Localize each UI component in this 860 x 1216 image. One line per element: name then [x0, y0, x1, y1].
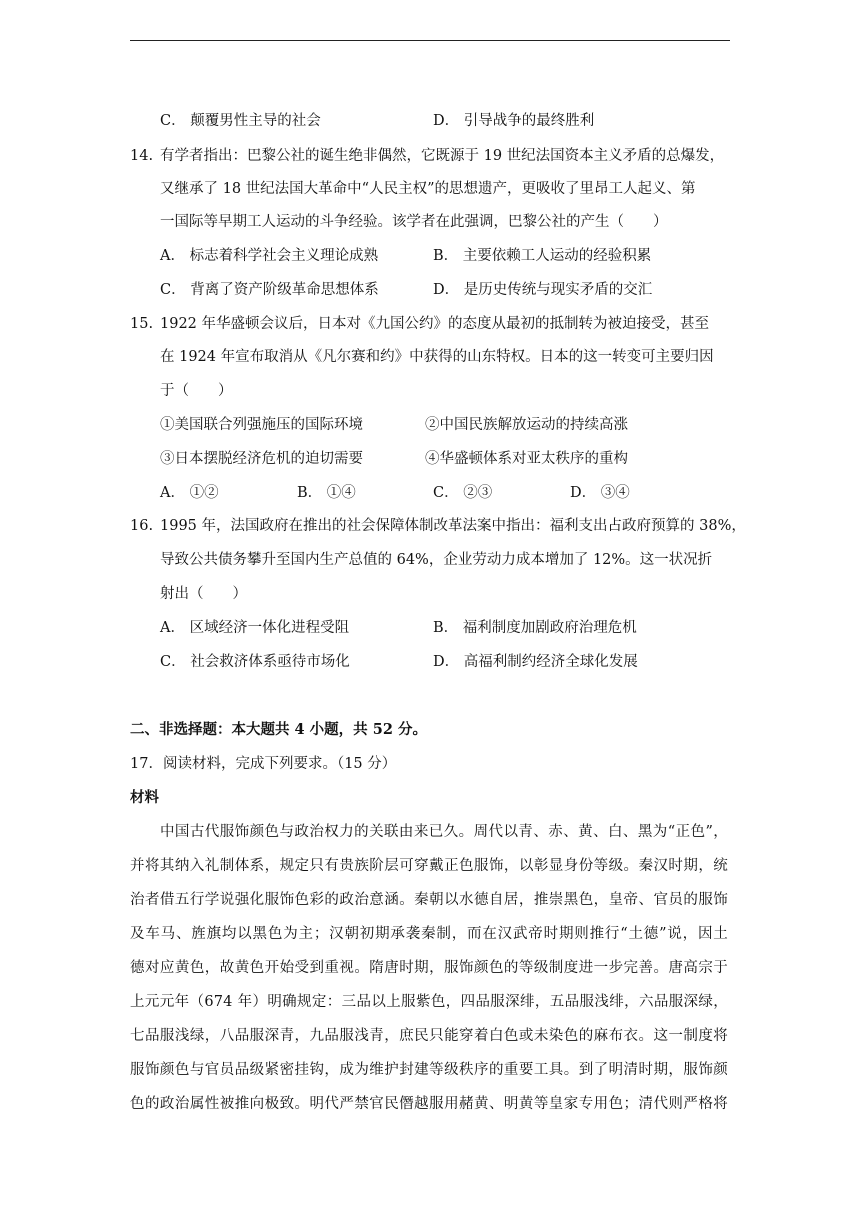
q14-number: 14. — [130, 148, 154, 164]
material-line-3: 治者借五行学说强化服饰色彩的政治意涵。秦朝以水德自居，推崇黑色，皇帝、官员的服饰 — [130, 892, 728, 908]
material-label: 材料 — [130, 789, 159, 806]
material-line-1: 中国古代服饰颜色与政治权力的关联由来已久。周代以青、赤、黄、白、黑为“正色”， — [160, 824, 728, 840]
q16-option-d: D． 高福利制约经济全球化发展 — [433, 654, 638, 670]
q15-item-4: ④华盛顿体系对亚太秩序的重构 — [425, 451, 628, 467]
q13-option-c: C． 颠覆男性主导的社会 — [160, 113, 321, 129]
q15-stem-line-2: 在 1924 年宣布取消从《凡尔赛和约》中获得的山东特权。日本的这一转变可主要归因 — [160, 349, 714, 365]
q15-option-c: C． ②③ — [433, 485, 493, 501]
q15-number: 15. — [130, 316, 154, 332]
material-line-4: 及车马、旌旗均以黑色为主；汉朝初期承袭秦制，而在汉武帝时期则推行“土德”说，因土 — [130, 926, 728, 942]
q16-stem-line-3: 射出（ ） — [160, 586, 247, 602]
q15-stem-line-3: 于（ ） — [160, 383, 233, 399]
q16-number: 16. — [130, 518, 154, 534]
q16-stem-line-2: 导致公共债务攀升至国内生产总值的 64%，企业劳动力成本增加了 12%。这一状况折 — [160, 552, 713, 568]
material-line-2: 并将其纳入礼制体系，规定只有贵族阶层可穿戴正色服饰，以彰显身份等级。秦汉时期，统 — [130, 858, 728, 874]
q16-option-c: C． 社会救济体系亟待市场化 — [160, 654, 350, 670]
q14-stem-line-1: 有学者指出：巴黎公社的诞生绝非偶然，它既源于 19 世纪法国资本主义矛盾的总爆发， — [160, 148, 725, 164]
q14-option-c: C． 背离了资产阶级革命思想体系 — [160, 282, 379, 298]
q14-option-d: D． 是历史传统与现实矛盾的交汇 — [433, 282, 653, 298]
q14-stem-line-2: 又继承了 18 世纪法国大革命中“人民主权”的思想遗产，更吸收了里昂工人起义、第 — [160, 181, 696, 197]
q15-option-d: D． ③④ — [570, 485, 630, 501]
q14-option-b: B． 主要依赖工人运动的经验积累 — [433, 248, 652, 264]
q13-option-d: D． 引导战争的最终胜利 — [433, 113, 595, 129]
q16-stem-line-1: 1995 年，法国政府在推出的社会保障体制改革法案中指出：福利支出占政府预算的 38%， — [160, 518, 746, 534]
material-line-9: 色的政治属性被推向极致。明代严禁官民僭越服用赭黄、明黄等皇家专用色；清代则严格将 — [130, 1096, 728, 1112]
q16-option-a: A． 区域经济一体化进程受阻 — [160, 620, 350, 636]
section-heading: 二、非选择题：本大题共 4 小题，共 52 分。 — [130, 721, 427, 738]
material-line-8: 服饰颜色与官员品级紧密挂钩，成为维护封建等级秩序的重要工具。到了明清时期，服饰颜 — [130, 1062, 728, 1078]
material-line-6: 上元元年（674 年）明确规定：三品以上服紫色，四品服深绯，五品服浅绯，六品服深绿， — [130, 994, 728, 1010]
q17-prompt: 17．阅读材料，完成下列要求。（15 分） — [130, 756, 397, 772]
material-line-5: 德对应黄色，故黄色开始受到重视。隋唐时期，服饰颜色的等级制度进一步完善。唐高宗于 — [130, 960, 728, 976]
header-rule — [130, 40, 730, 41]
q16-option-b: B． 福利制度加剧政府治理危机 — [433, 620, 637, 636]
material-line-7: 七品服浅绿，八品服深青，九品服浅青，庶民只能穿着白色或未染色的麻布衣。这一制度将 — [130, 1028, 728, 1044]
q15-option-a: A． ①② — [160, 485, 219, 501]
q15-item-1: ①美国联合列强施压的国际环境 — [160, 417, 363, 433]
q14-stem-line-3: 一国际等早期工人运动的斗争经验。该学者在此强调，巴黎公社的产生（ ） — [160, 214, 668, 230]
q15-option-b: B． ①④ — [297, 485, 356, 501]
q15-stem-line-1: 1922 年华盛顿会议后，日本对《九国公约》的态度从最初的抵制转为被迫接受，甚至 — [160, 316, 710, 332]
q15-item-3: ③日本摆脱经济危机的迫切需要 — [160, 451, 363, 467]
q15-item-2: ②中国民族解放运动的持续高涨 — [425, 417, 628, 433]
q14-option-a: A． 标志着科学社会主义理论成熟 — [160, 248, 379, 264]
